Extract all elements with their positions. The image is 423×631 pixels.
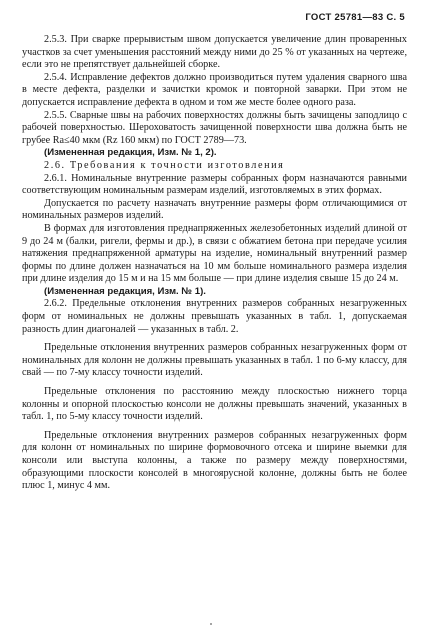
paragraph-2-6-1-c: В формах для изготовления преднапряженных железобетонных изделий длиной от 9 до 24 м (балки, ригели, фермы и др.), в связи с обжатием бетона при передаче усилия натяжения преднапряженной арматуры на изделие, номинальный внутренний размер формы по длине должен назначаться на 10 мм больше номинального размера изделия при длине изделия до 15 м и на 15 мм больше — при длине изделия свыше 15 до 24 м. — [22, 222, 407, 285]
document-body — [22, 34, 407, 493]
scan-speck — [210, 623, 212, 625]
paragraph-2-6-2-d: Предельные отклонения внутренних размеров собранных незагруженных форм для колонн от номинальных по ширине формовочного отсека и ширине выемки для консоли или выступа колонны, а также по размеру между поверхностями, образующими плоскости консолей в многоярусной колонне, должны быть не более плюс 1, минус 4 мм. — [22, 429, 407, 492]
paragraph-2-6-2-b: Предельные отклонения внутренних размеров собранных незагруженных форм от номинальных для колонн не должны превышать указанных в табл. 1 по 6-му классу, для свай — по 7-му классу точности изделий. — [22, 342, 407, 379]
page-header: ГОСТ 25781—83 С. 5 — [305, 12, 405, 23]
paragraph-2-5-5: 2.5.5. Сварные швы на рабочих поверхностях должны быть зачищены заподлицо с рабочей поверхностью. Шероховатость зачищенной поверхности шва должна быть не грубее Ra≤40 мкм (Rz 160 мкм) по ГОСТ 2789—73. — [22, 109, 407, 146]
paragraph-2-6-2-c: Предельные отклонения по расстоянию между плоскостью нижнего торца колонны и опорной плоскостью консоли не должны превышать значений, указанных в табл. 1, по 5-му классу точности изделий. — [22, 386, 407, 423]
revision-note: (Измененная редакция, Изм. № 1). — [44, 285, 206, 297]
section-heading-2-6: 2.6. Требования к точности изготовления — [44, 159, 285, 171]
paragraph-2-6-2: 2.6.2. Предельные отклонения внутренних размеров собранных незагруженных форм от номинальных не должны превышать указанных в табл. 1, допускаемая разность длин диагоналей — указанных в табл. 2. — [22, 298, 407, 335]
paragraph-2-5-3: 2.5.3. При сварке прерывистым швом допускается увеличение длин проваренных участков за счет уменьшения расстояний между ними до 25 % от указанных на чертеже, если это не препятствует дальнейшей сборке. — [22, 34, 407, 71]
paragraph-2-6-1-b: Допускается по расчету назначать внутренние размеры форм отличающимися от номинальных размеров изделий. — [22, 197, 407, 222]
revision-note: (Измененная редакция, Изм. № 1, 2). — [44, 147, 217, 159]
paragraph-2-5-4: 2.5.4. Исправление дефектов должно производиться путем удаления сварного шва в месте дефекта, разделки и зачистки кромок и повторной заварки. При этом не допускается исправление дефекта в одном и том же месте более одного раза. — [22, 71, 407, 108]
paragraph-2-6-1: 2.6.1. Номинальные внутренние размеры собранных форм назначаются равными соответствующим номинальным размерам изделий, изготовляемых в этих формах. — [22, 172, 407, 197]
